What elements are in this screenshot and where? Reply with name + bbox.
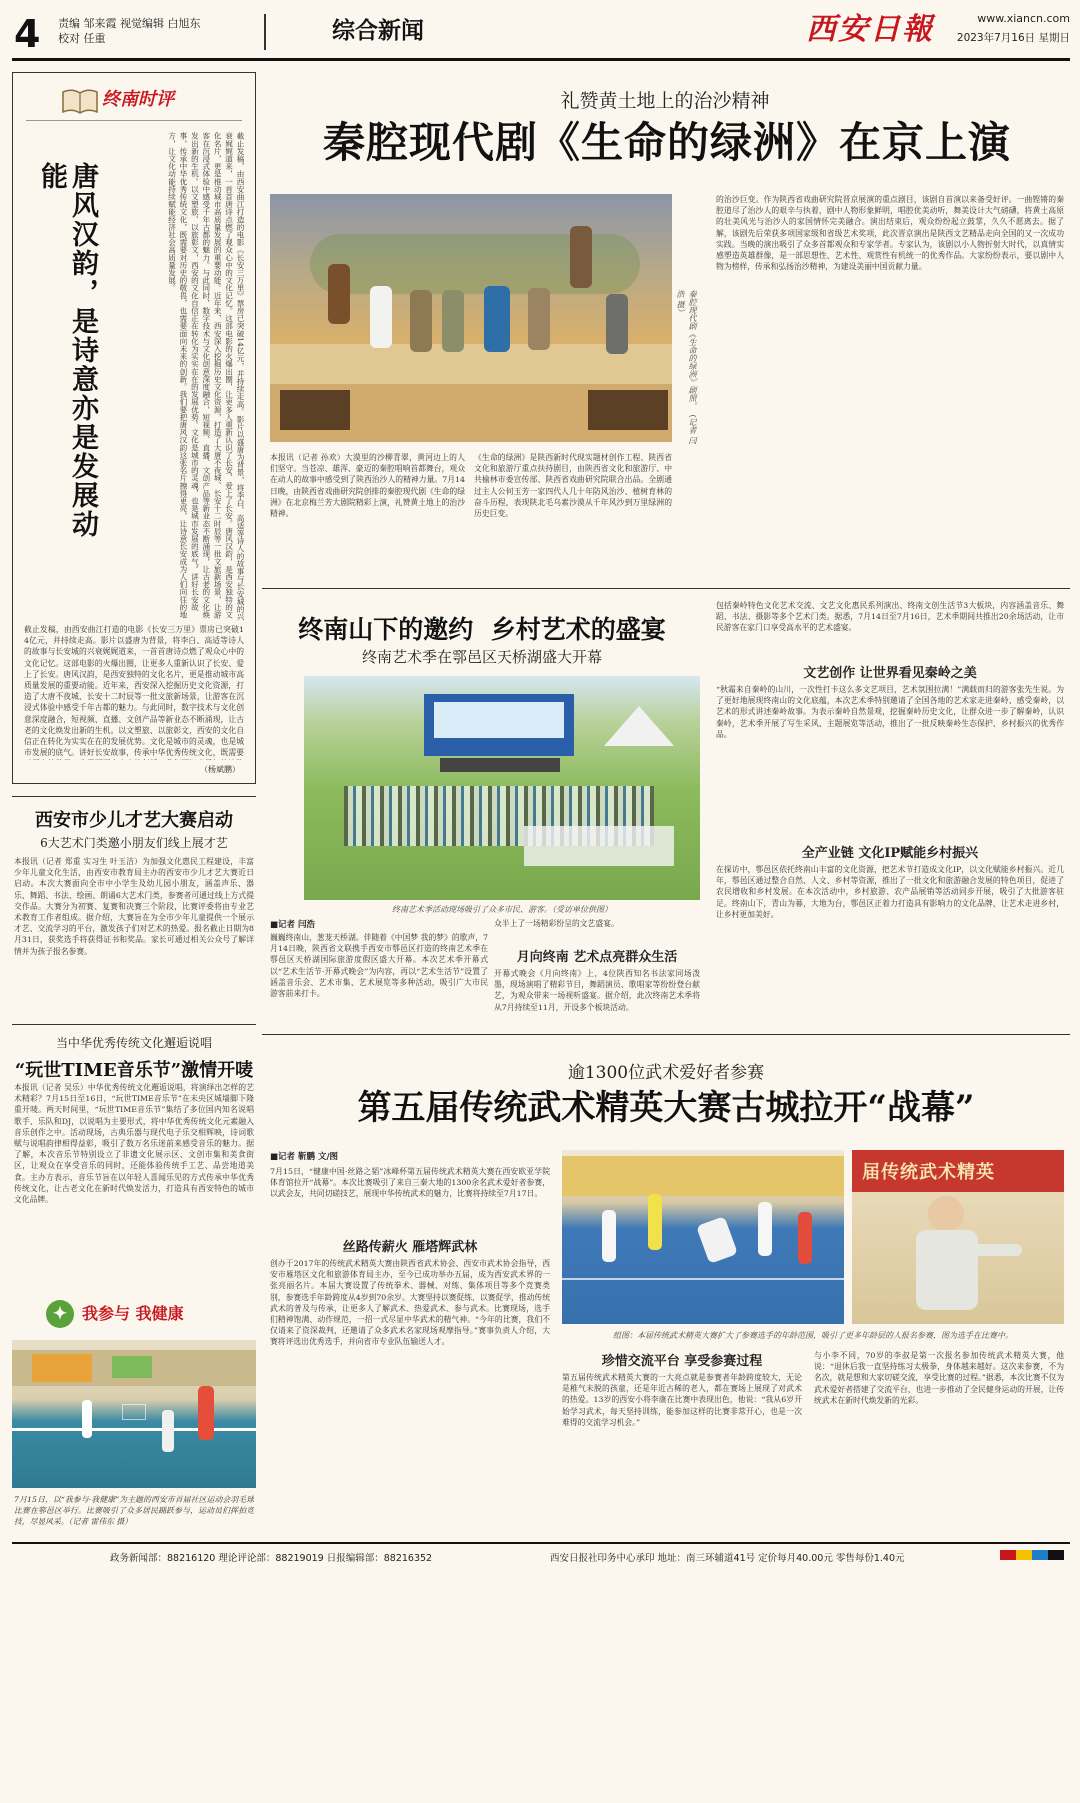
commentary-label <box>60 84 210 118</box>
festival-subhead-1: 月向终南 艺术点亮群众生活 <box>516 950 678 965</box>
martial-headline: 第五届传统武术精英大赛古城拉开“战幕” <box>357 1088 975 1128</box>
festival-byline: ■记者 闫浩 <box>270 920 315 930</box>
section-title: 综合新闻 <box>332 18 424 44</box>
left-rule-2 <box>12 1024 256 1025</box>
badminton-photo <box>12 1340 256 1488</box>
martial-body-3: 第五届传统武术精英大赛的一大亮点就是参赛者年龄跨度较大，无论是稚气未脱的孩童，还是年近古稀的老人，都在赛场上展现了对武术的热爱。13岁的西安小将李康在比赛中表现出色，他说：“我从6岁开始学习武术，每天坚持训练，能参加这样的比赛非常开心，也是一次难得的交流学习机会。” <box>562 1373 802 1427</box>
editor-line-2: 校对 任重 <box>58 32 106 45</box>
children-contest-body: 本报讯（记者 郑重 实习生 叶玉洁）为加强文化惠民工程建设，丰富少年儿童文化生活，由西安市教育局主办的西安市少儿才艺大赛近日启动。本次大赛面向全市中小学生及幼儿园小朋友，涵盖声乐、器乐、舞蹈、书法、绘画、朗诵6大艺术门类，参赛者可通过线上方式提交作品。大赛分为初赛、复赛和决赛三个阶段，比赛评委将由专业艺术教育工作者组成。据介绍，大赛旨在为全市少年儿童提供一个展示才艺、交流学习的平台，激发孩子们对艺术的热爱。报名截止日期为8月31日，获奖选手将获得证书和奖品。家长可通过相关公众号了解详情并为孩子报名参赛。 <box>14 857 254 956</box>
health-label-box <box>40 1298 240 1330</box>
martial-kicker: 逾1300位武术爱好者参赛 <box>567 1063 765 1083</box>
runner-icon: ✦ <box>46 1300 74 1328</box>
commentary-label-text: 终南时评 <box>102 89 174 110</box>
commentary-author: （杨斌鹏） <box>200 765 240 774</box>
left-rule-1 <box>12 796 256 797</box>
festival-right-col-2: “秋霜来自秦岭的山川，一次性打卡这么多文艺项目，艺术氛围拉满！”满载而归的游客张先生说。为了更好地展现终南山的文化底蕴，本次艺术季特别邀请了全国各地的艺术家走进秦岭、感受秦岭，以艺术的形式讲述秦岭故事。为表示秦岭自然景观，挖掘秦岭历史文化，让群众进一步了解秦岭，认识秦岭，艺术季开展了写生采风、主题展览等活动，推出了一批反映秦岭生态保护、乡村振兴的优秀作品。 <box>716 685 1064 739</box>
header-divider <box>264 14 266 50</box>
festival-photo <box>304 676 700 900</box>
footer-contacts: 政务新闻部：88216120 理论评论部：88219019 日报编辑部：88216352 <box>110 1553 433 1564</box>
main-body-column: 的治沙巨变。作为陕西省戏曲研究院晋京展演的重点剧目，该剧自首演以来备受好评。一曲铿锵的秦腔道尽了治沙人的艰辛与执着，剧中人物形象鲜明，唱腔优美动听，舞美设计大气磅礴，将黄土高原的壮美风光与治沙人的家国情怀完美融合。演出结束后，观众纷纷起立鼓掌，久久不愿离去。据了解，该剧先后荣获多项国家级和省级艺术奖项，此次晋京演出是陕西文艺精品走向全国的又一次成功实践。当晚的演出吸引了众多首都观众和专家学者。专家认为，该剧以小人物折射大时代，以真情实感塑造英雄群像，是一部思想性、艺术性、观赏性有机统一的优秀作品。大家纷纷表示，要以剧中人物为榜样，传承和弘扬治沙精神，为建设美丽中国贡献力量。 <box>716 195 1064 272</box>
children-contest-headline: 西安市少儿才艺大赛启动 <box>35 810 233 831</box>
website: www.xiancn.com <box>977 12 1070 25</box>
children-contest-subhead: 6大艺术门类邀小朋友们线上展才艺 <box>40 836 228 850</box>
main-headline: 秦腔现代剧《生命的绿洲》在京上演 <box>322 118 1011 167</box>
main-rule-2 <box>262 1034 1070 1035</box>
commentary-headline: 唐风汉韵，是诗意亦是发展动能 <box>36 162 98 539</box>
martial-photo-kids <box>562 1150 844 1324</box>
martial-byline: ■记者 靳鹏 文/图 <box>270 1152 339 1162</box>
opera-photo-caption: 秦腔现代剧《生命的绿洲》剧照。（记者 闫浩 摄） <box>676 290 697 445</box>
header-rule <box>12 58 1070 61</box>
page-header <box>0 0 1080 58</box>
commentary-body: 截止发稿，由西安曲江打造的电影《长安三万里》票房已突破14亿元，并持续走高。影片以盛唐为背景，将李白、高适等诗人的故事与长安城的兴衰娓娓道来，一首首唐诗点燃了观众心中的文化记忆。这部电影的火爆出圈，让更多人重新认识了长安、爱上了长安。唐风汉韵，是西安独特的文化名片，更是推动城市高质量发展的重要动能。近年来，西安深入挖掘历史文化资源，打造了大唐不夜城、长安十二时辰等一批文旅新场景，让游客在沉浸式体验中感受千年古都的魅力。与此同时，数字技术与文化创意深度融合，短视频、直播、文创产品等新业态不断涌现，让古老的文化焕发出新的生机。以文塑旅、以旅彰文，西安的文化自信正在转化为实实在在的发展优势。文化是城市的灵魂，也是城市发展的底气。讲好长安故事，传承中华优秀传统文化，既需要对历史的敬畏，也需要面向未来的创新。我们要把唐风汉韵这张名片擦得更亮，让诗意长安成为人们向往的地方，让文化动能持续赋能经济社会高质量发展。 <box>167 132 245 621</box>
music-festival-kicker: 当中华优秀传统文化邂逅说唱 <box>55 1036 212 1050</box>
book-icon <box>60 86 100 116</box>
festival-headline: 终南山下的邀约 乡村艺术的盛宴 <box>298 615 666 644</box>
banner-text: 届传统武术精英 <box>862 1162 995 1183</box>
badminton-caption: 7月15日，以“我参与·我健康”为主题的西安市首届社区运动会羽毛球比赛在鄠邑区举行。比赛吸引了众多居民踊跃参与，运动员们挥拍竞技，尽显风采。（记者 雷伟东 摄） <box>14 1495 254 1527</box>
festival-subhead-2: 文艺创作 让世界看见秦岭之美 <box>803 666 977 681</box>
issue-date: 2023年7月16日 星期日 <box>956 32 1070 44</box>
martial-body-2: 创办于2017年的传统武术精英大赛由陕西省武术协会、西安市武术协会指导，西安市雁塔区文化和旅游体育局主办，至今已成功举办五届，成为西安武术界的一张亮丽名片。本届大赛设置了传统拳术、器械、对练、集体项目等多个竞赛类别，参赛选手年龄跨度从4岁到70余岁。大赛坚持以赛促练、以赛促学，推动传统武术的普及与传承，让更多人了解武术、热爱武术、参与武术。比赛现场，选手们精神饱满、动作规范，一招一式尽显中华武术的精气神。“今年的比赛，我们不仅请来了资深裁判，还邀请了众多武术名家现场观摩指导。”赛事负责人介绍，大赛将评选出优秀选手，并向省市专业队伍输送人才。 <box>270 1259 550 1347</box>
festival-body-2: 众半上了一场精彩纷呈的文艺盛宴。 <box>494 919 619 928</box>
footer-rule <box>12 1542 1070 1544</box>
festival-right-col-1: 包括秦岭特色文化艺术交流、文艺文化惠民系列演出、终南文创生活节3大板块，内容涵盖音乐、舞蹈、书法、摄影等多个艺术门类。据悉，7月14日至7月16日，艺术季期间共推出20余场活动，让市民游客在家门口享受高水平的艺术盛宴。 <box>716 601 1064 633</box>
page-bottom <box>0 1570 1080 1803</box>
festival-photo-caption: 终南艺术季活动现场吸引了众多市民、游客。（受访单位供图） <box>392 905 612 914</box>
opera-stage-photo <box>270 194 672 442</box>
main-body-right: 《生命的绿洲》是陕西新时代现实题材创作工程、陕西省文化和旅游厅重点扶持剧目，由陕西省文化和旅游厅、中共榆林市委宣传部、陕西省戏曲研究院联合出品。全剧通过主人公何玉芳一家四代人几十年防风治沙、植树育林的奋斗历程，表现陕北毛乌素沙漠从千年风沙到万里绿洲的历史巨变。 <box>474 453 672 519</box>
festival-subhead-3: 全产业链 文化IP赋能乡村振兴 <box>801 846 979 861</box>
main-rule-1 <box>262 588 1070 589</box>
health-label: 我参与 我健康 <box>82 1304 184 1323</box>
header-editors <box>58 16 278 46</box>
main-body-left: 本报讯（记者 孙欢）大漠里的沙柳青翠，黄河边上的人们坚守。当苍凉、雄浑、豪迈的秦腔唱响首都舞台，观众在动人的故事中感受到了陕西治沙人的精神力量。7月14日晚，由陕西省戏曲研究院创排的秦腔现代剧《生命的绿洲》在北京梅兰芳大剧院精彩上演，礼赞黄土地上的治沙精神。 <box>270 453 465 519</box>
festival-body-3: 开幕式晚会《月向终南》上，4位陕西知名书法家同场泼墨，现场演唱了精彩节目，舞蹈演员、歌唱家等纷纷登台献艺，为观众带来一场视听盛宴。据介绍，此次终南艺术季将从7月持续至11月，开设多个板块活动。 <box>494 969 700 1012</box>
music-festival-body: 本报讯（记者 吴乐）中华优秀传统文化邂逅说唱，将演绎出怎样的艺术精彩？7月15日至16日，“玩世TIME音乐节”在未央区城墙脚下隆重开唛。两天时间里，“玩世TIME音乐节”集结了多位国内知名说唱歌手、乐队和DJ，以说唱为主要形式，将中华优秀传统文化元素融入音乐创作之中。活动现场，古典乐器与现代电子乐交相辉映，诗词歌赋与说唱韵律相得益彰，吸引了数万名乐迷前来感受音乐的魅力。据了解，本次音乐节特别设立了非遗文化展示区、文创市集和美食街区，让观众在享受音乐的同时，还能体验传统手工艺、品尝地道美食。主办方表示，音乐节旨在以年轻人喜闻乐见的方式传承中华优秀传统文化，让古老文化在新时代焕发活力，打造具有西安特色的城市文化品牌。 <box>14 1083 254 1205</box>
commentary-label-rule <box>26 120 242 121</box>
martial-photo-elder <box>852 1150 1064 1324</box>
festival-right-col-3: 在探访中，鄠邑区依托终南山丰富的文化资源，把艺术节打造成文化IP，以文化赋能乡村振兴。近几年，鄠邑区通过整合自然、人文、乡村等资源，推出了一批文化和旅游融合发展的特色项目，促进了农民增收和乡村发展。在本次活动中，乡村旅游、农产品展销等活动同步开展，吸引了大批游客驻足。终南山下，青山为幕，大地为台，鄠邑区正着力打造具有影响力的文化品牌，让艺术走进乡村，让乡村更加美好。 <box>716 865 1064 919</box>
martial-body-4: 与小李不同，70岁的李叔是第一次报名参加传统武术精英大赛，他说：“退休后我一直坚持练习太极拳，身体越来越好。这次来参赛，不为名次，就是想和大家切磋交流，享受比赛的过程。”据悉，本次比赛不仅为武术爱好者搭建了交流平台，也进一步推动了全民健身运动的开展，让传统武术在新时代焕发新的光彩。 <box>814 1351 1064 1405</box>
festival-body-1: 巍巍终南山，葱茏天桥湖。伴随着《中国梦 我的梦》的歌声，7月14日晚，陕西省文联携手西安市鄠邑区打造的终南艺术季在鄠邑区天桥湖国际旅游度假区盛大开幕。本次艺术季开幕式以“艺术生活节·开幕式晚会”为内容，再以“艺术生活节”设置了涵盖音乐会、艺术市集、艺术展览等多种活动，吸引广大市民游客前来打卡。 <box>270 933 488 999</box>
martial-subhead-2: 珍惜交流平台 享受参赛过程 <box>601 1354 763 1369</box>
page-number: 4 <box>14 12 41 56</box>
footer-printing: 西安日报社印务中心承印 地址：南三环辅道41号 定价每月40.00元 零售每份1.40元 <box>550 1553 905 1564</box>
main-kicker: 礼赞黄土地上的治沙精神 <box>560 90 770 112</box>
editor-line-1: 责编 邹来霞 视觉编辑 白旭东 <box>58 17 201 30</box>
color-registration-bar <box>1000 1550 1064 1560</box>
martial-subhead-1: 丝路传薪火 雁塔辉武林 <box>342 1240 478 1255</box>
martial-photo-caption: 组图：本届传统武术精英大赛扩大了参赛选手的年龄范围，吸引了更多年龄层的人报名参赛，图为选手在比赛中。 <box>613 1331 1013 1340</box>
music-festival-headline: “玩世TIME音乐节”激情开唛 <box>14 1060 254 1081</box>
martial-body-1: 7月15日，“健康中国·丝路之韬”冰峰杯第五届传统武术精英大赛在西安欧亚学院体育馆拉开“战幕”。本次比赛吸引了来自三秦大地的1300余名武术爱好者参赛，以武会友，共同切磋技艺，展现中华传统武术的魅力，比赛将持续至7月17日。 <box>270 1167 550 1199</box>
festival-subhead: 终南艺术季在鄠邑区天桥湖盛大开幕 <box>361 648 602 666</box>
commentary-body-tail: 截止发稿，由西安曲江打造的电影《长安三万里》票房已突破14亿元，并持续走高。影片以盛唐为背景，将李白、高适等诗人的故事与长安城的兴衰娓娓道来，一首首唐诗点燃了观众心中的文化记忆。这部电影的火爆出圈，让更多人重新认识了长安、爱上了长安。唐风汉韵，是西安独特的文化名片，更是推动城市高质量发展的重要动能。近年来，西安深入挖掘历史文化资源，打造了大唐不夜城、长安十二时辰等一批文旅新场景，让游客在沉浸式体验中感受千年古都的魅力。与此同时，数字技术与文化创意深度融合，短视频、直播、文创产品等新业态不断涌现，让古老的文化焕发出新的生机。以文塑旅、以旅彰文，西安的文化自信正在转化为实实在在的发展优势。文化是城市的灵魂，也是城市发展的底气。讲好长安故事，传承中华优秀传统文化，既需要 <box>24 625 244 758</box>
brand-logo: 西安日報 <box>806 12 934 47</box>
